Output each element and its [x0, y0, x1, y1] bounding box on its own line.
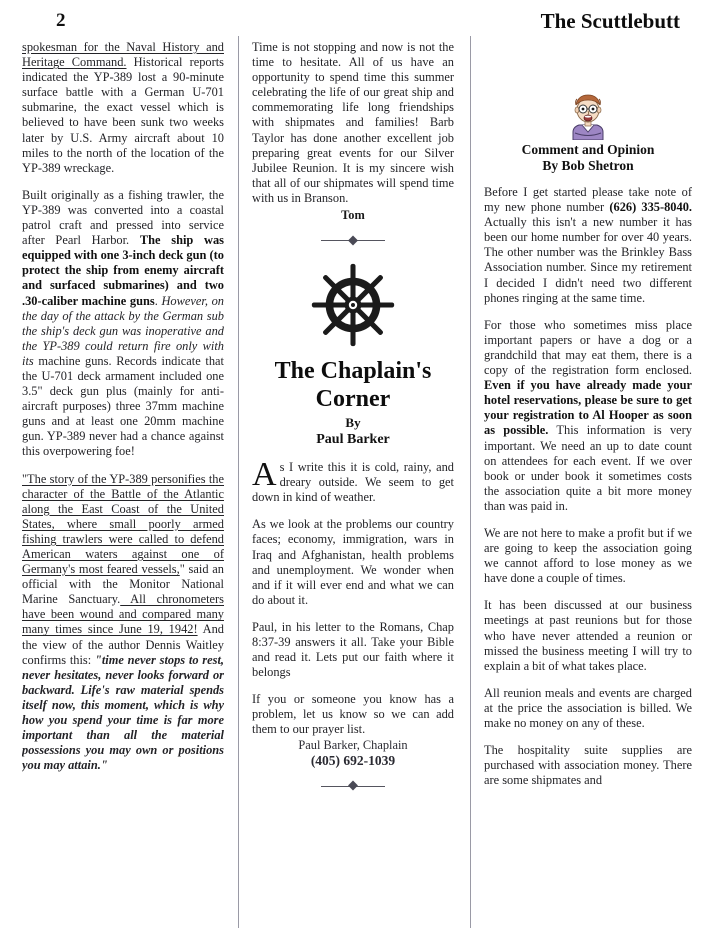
- paragraph-chaplain-2: As we look at the problems our country faces; economy, immigration, wars in Iraq and Afghanistan, health problems and unemployment. We wonder when and if it will ever end and what we can do about it.: [252, 517, 454, 607]
- page-number: 2: [56, 10, 66, 31]
- chaplain-contact-name: Paul Barker, Chaplain: [298, 737, 408, 752]
- run-text: We are not here to make a profit but if we are going to keep the association going we cannot afford to lose money as we have done a couple of times.: [484, 525, 692, 586]
- cartoon-man-icon: [565, 92, 611, 140]
- diamond-icon: [348, 781, 358, 791]
- column-divider-2: [470, 36, 471, 928]
- paragraph-phone-number: [484, 185, 692, 306]
- run-text: Built originally as a fishing trawler, the YP-389 was converted into a coastal patrol craft and pressed into service after Pearl Harbor.: [22, 187, 224, 248]
- paragraph-registration: [484, 318, 692, 514]
- comment-opinion-illustration: [484, 92, 692, 140]
- chaplain-author: Paul Barker: [316, 432, 390, 448]
- ships-wheel-icon: [311, 263, 395, 347]
- run-text: "The story of the YP-389 personifies the character of the Battle of the Atlantic along the East Coast of the United States, where small poorly armed fishing trawlers were called to defend American waters against one of Germany's most feared vessels,: [22, 471, 224, 577]
- column-one: [22, 40, 224, 930]
- run-text: Even if you have already made your hotel reservations, please be sure to get your registration to Al Hooper as soon as possible.: [484, 378, 692, 438]
- column-divider-1: [238, 36, 239, 928]
- run-text: machine guns: [38, 353, 109, 368]
- paragraph-yp389-history: [22, 40, 224, 176]
- run-text: However, on the day of the attack by the German sub the ship's deck gun was inoperative and the YP-389 could return fire only with its: [22, 293, 224, 368]
- column-two: [252, 40, 454, 930]
- paragraph-meals-events: [484, 686, 692, 731]
- divider-ornament-top: [252, 233, 454, 249]
- run-text: Historical reports indicated the YP-389 lost a 90-minute surface battle with a German U-701 submarine, the exact vessel which is believed to have been sunk two weeks later by U.S. Army aircraft about 10 miles to the north of the location of the YP-389 wreckage.: [22, 55, 224, 175]
- chaplain-contact-phone: (405) 692-1039: [310, 753, 396, 769]
- column-layout: [0, 40, 708, 930]
- paragraph-monitor-quote: [22, 472, 224, 774]
- paragraph-prayer-list-note: If you or someone you know has a problem, let us know so we can add them to our prayer list.: [252, 692, 454, 737]
- ships-wheel-illustration: [252, 263, 454, 352]
- run-text: "time never stops to rest, never hesitates, never looks forward or backward. Life's raw material spends itself now, this moment, which is why how you spend your time is far more important than all the material possessions you may own or positions you may attain.": [22, 652, 224, 773]
- run-text: The ship was equipped with one 3-inch deck gun (to protect the ship from enemy aircraft and surfaced submarines) and two .30-caliber machine guns: [22, 233, 224, 308]
- paragraph-chaplain-1: As I write this it is cold, rainy, and dreary outside. We seem to get down in kind of weather.: [252, 456, 454, 505]
- paragraph-business-meetings: [484, 598, 692, 673]
- run-text: It has been discussed at our business meetings at past reunions but for those who have never attended a reunion or missed the business meeting I will try to explain a bit of what takes place.: [484, 598, 692, 673]
- section-title-comment-opinion: Comment and Opinion: [521, 142, 655, 157]
- run-text: Before I get started please take note of my new phone number: [484, 185, 692, 215]
- run-text: For those who sometimes miss place important papers or have a dog or a grandchild that may eat them, there is a copy of the registration form enclosed.: [484, 317, 692, 378]
- run-text: The hospitality suite supplies are purchased with association money. There are some shipmates and: [484, 743, 692, 788]
- chaplain-by-label: By: [345, 415, 361, 431]
- signature-tom: Tom: [341, 208, 365, 223]
- run-text: Actually this isn't a new number it has been our home number for over 40 years. The other number was the Brinkley Bass Association number. Since my retirement I decided I didn't need two different phones ringing at the same time.: [484, 215, 692, 305]
- column-three: [484, 40, 692, 930]
- run-text: All reunion meals and events are charged at the price the association is billed. We make no money on any of these.: [484, 685, 692, 730]
- run-text: .: [154, 293, 162, 308]
- run-text: This information is very important. We need an up to date count on attendees for each event. If we over book or under book it sometimes costs the association quite a bit more money than was paid in.: [484, 423, 692, 513]
- run-text: " said an official with the Monitor National Marine Sanctuary.: [22, 562, 224, 607]
- paragraph-yp389-armament: [22, 188, 224, 460]
- publication-title: The Scuttlebutt: [540, 9, 680, 33]
- chaplain-title-line-2: Corner: [315, 386, 391, 413]
- run-text: All chronometers have been wound and compared many many times since June 19, 1942!: [22, 592, 224, 637]
- paragraph-presidents-message: Time is not stopping and now is not the time to hesitate. All of us have an opportunity to spend time this summer celebrating the life of our great ship and commemorating life long friendships with shipmates and families! Barb Taylor has done another excellent job preparing great events for our Silver Jubilee Reunion. It is my sincere wish that all of our shipmates will spend time with us in Branson.: [252, 40, 454, 205]
- paragraph-chaplain-3: Paul, in his letter to the Romans, Chap 8:37-39 answers it all. Take your Bible and read it. Lets put our faith where it belongs: [252, 619, 454, 680]
- masthead: [0, 10, 708, 40]
- divider-ornament-bottom: [252, 779, 454, 795]
- chaplain-title-line-1: The Chaplain's: [274, 358, 432, 385]
- run-text: . Records indicate that the U-701 deck armament included one 3.5" deck gun plus (mainly for anti-aircraft purposes) three 37mm machine guns and at least one 20mm machine gun. YP-389 never had a chance against this overpowering foe!: [22, 353, 224, 459]
- paragraph-not-for-profit: [484, 526, 692, 586]
- run-text: (626) 335-8040.: [609, 200, 692, 215]
- run-text: spokesman for the Naval History and Heritage Command.: [22, 40, 224, 70]
- diamond-icon: [348, 235, 358, 245]
- run-text: And the view of the author Dennis Waitley confirms this:: [22, 622, 224, 667]
- paragraph-hospitality-suite: [484, 743, 692, 788]
- section-byline-bob-shetron: By Bob Shetron: [542, 158, 634, 173]
